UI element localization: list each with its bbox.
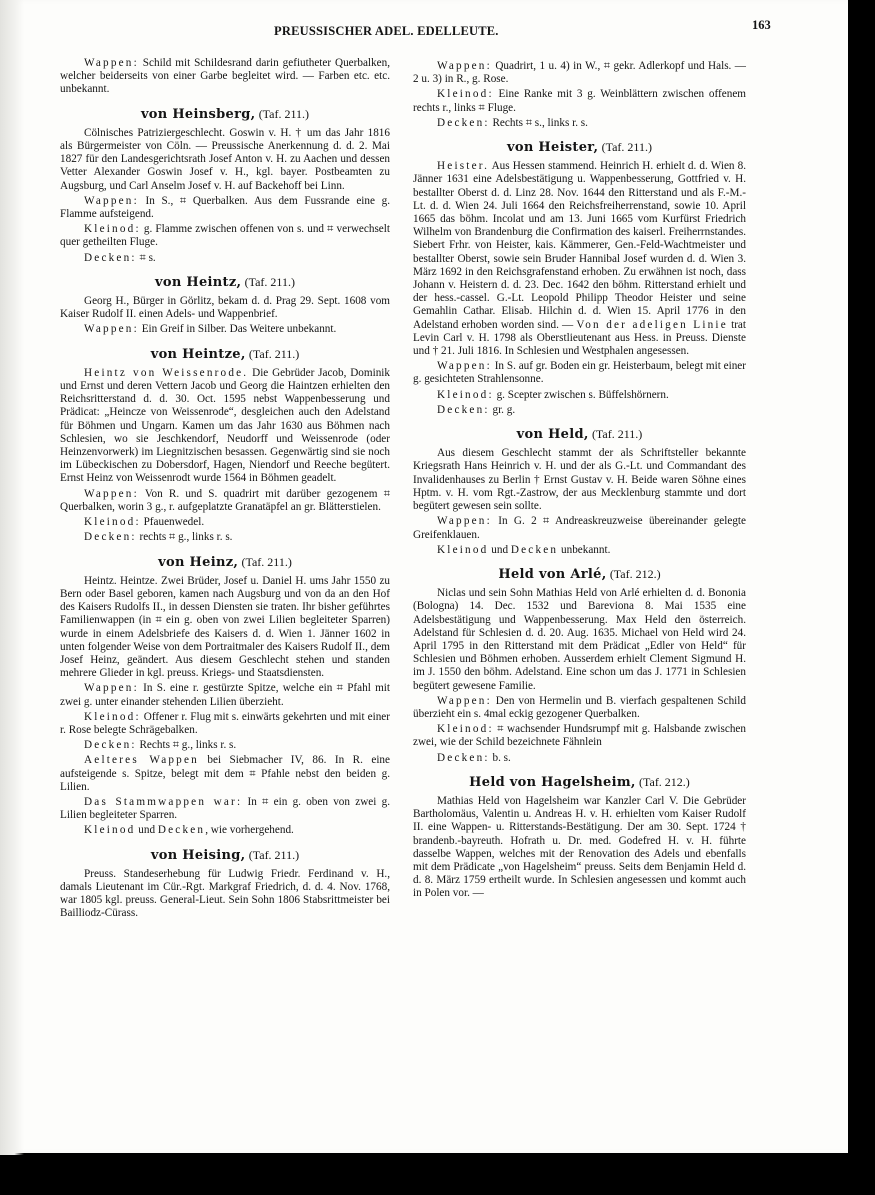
plate-reference: (Taf. 211.) [248, 847, 300, 862]
decken-paragraph: Decken: b. s. [437, 751, 511, 764]
page-binding-shadow [0, 0, 24, 1155]
entry-body: Heintz. Heintze. Zwei Brüder, Josef u. Daniel H. ums Jahr 1550 zu Bern oder Basel geboren, kamen nach Augsburg und von da an den Hof des Kaisers Rudolfs II., in dessen Diensten sie traten. Ihr bisher geführtes Familienwappen (in ⌗ ein g. oben von zwei Lilien begleiteter Sparren) wurde in einem Adelsbriefe des Kaisers d. d. Wien 1. Jänner 1602 in unten folgender Weise von dem Portraitmaler des Kaisers Rudolf II., dem Josef Heinz, geändert. Aus diesem Geschlecht stehen und standen mehrere Glieder in kgl. preuss. Kriegs- und Staatsdiensten. [60, 574, 390, 680]
entry-heading [413, 775, 746, 789]
wappen-paragraph: Wappen: Schild mit Schildesrand darin gefiutheter Querbalken, welcher beiderseits von einer Garbe begleitet wird. — Farben etc. etc. unbekannt. [60, 57, 390, 96]
plate-reference: (Taf. 211.) [248, 346, 300, 361]
plate-reference: (Taf. 211.) [244, 274, 295, 289]
entry-continuation-right [413, 60, 746, 130]
entry-heading [60, 107, 390, 121]
kleinod-decken-paragraph: Kleinod und Decken unbekannt. [437, 543, 611, 556]
entry-held-von-hagelsheim [413, 775, 746, 901]
entry-body: Heintz von Weissenrode. Die Gebrüder Jacob, Dominik und Ernst und deren Vettern Jacob und Georg die Haintzen erhielten den Reichsritterstand d. d. 30. Oct. 1595 nebst Wappenbesserung und Prädicat: „Heincze von Weissenrode“, desgleichen auch den Adelstand für Böhmen und Ungarn. Kamen um das Jahr 1630 aus Böhmen nach Schlesien, wo sie Jeschkendorf, Neudorff und Weissenrode (oder Heinzenvorwerk) im Liegnitzischen besassen. Gegenwärtig sind sie noch im Lübeckischen zu Dobersdorf, Hagen, Niendorf und Reeche begütert. Ernst Heinz von Weissenrodt wurde 1564 in Böhmen geadelt. [60, 366, 390, 485]
plate-reference: (Taf. 211.) [241, 554, 292, 569]
decken-paragraph: Decken: ⌗ s. [84, 251, 156, 264]
wappen-paragraph: Wappen: Ein Greif in Silber. Das Weitere unbekannt. [84, 323, 337, 336]
decken-paragraph: Decken: Rechts ⌗ g., links r. s. [84, 739, 237, 752]
entry-name: von Held, [516, 427, 589, 443]
wappen-paragraph: Wappen: Quadrirt, 1 u. 4) in W., ⌗ gekr. Adlerkopf und Hals. — 2 u. 3) in R., g. Rose. [413, 60, 746, 86]
entry-name: Held von Hagelsheim, [469, 774, 636, 790]
entry-heading [413, 567, 746, 581]
entry-body: Preuss. Standeserhebung für Ludwig Friedr. Ferdinand v. H., damals Lieutenant im Cür.-Rgt. Markgraf Friedrich, d. d. 4. Nov. 1768, war 1805 kgl. preuss. General-Lieut. Sein Sohn 1806 Stabsrittmeister bei Bailliodz-Cürass. [60, 867, 390, 920]
kleinod-paragraph: Kleinod: Offener r. Flug mit s. einwärts gekehrten und mit einer r. Rose belegte Schrägebalken. [60, 710, 390, 736]
entry-body: Cölnisches Patriziergeschlecht. Goswin v. H. † um das Jahr 1816 als Bürgermeister von Cöln. — Preussische Anerkennung d. d. 2. Mai 1827 für den Landesgerichtsrath Josef Anton v. H. zu Aachen und dessen Vetter Alexander Goswin Josef v. H., kgl. bayer. Postbeamten zu Augsburg, und Carl Anselm Josef v. H. auf Backehoff bei Linn. [60, 126, 390, 192]
kleinod-paragraph: Kleinod: Pfauenwedel. [84, 516, 205, 529]
wappen-paragraph: Wappen: In G. 2 ⌗ Andreaskreuzweise übereinander gelegte Greifenklauen. [413, 515, 746, 541]
wappen-paragraph: Wappen: In S. auf gr. Boden ein gr. Heisterbaum, belegt mit einer g. gesichteten Strahlensonne. [413, 360, 746, 386]
entry-von-heintz [60, 275, 390, 337]
entry-name: von Heising, [150, 847, 246, 863]
entry-body: Niclas und sein Sohn Mathias Held von Arlé erhielten d. d. Bononia (Bologna) 14. Dec. 1532 und Bareviona 8. Mai 1535 eine Adelsbestätigung und Wappenbesserung. Max Held den österreich. Adelstand für Schlesien d. d. 20. Aug. 1635. Michael von Held wird 24. April 1795 in den Ritterstand mit dem Prädicat „Edler von Held“ für Schlesien und Böhmen erhoben. Ausserdem erhielt Clement Sigmund H. im J. 1550 den böhm. Adelstand. Eine schon um das J. 1771 in Schlesien begütert gewesene Familie. [413, 587, 746, 692]
entry-name: von Heintz, [155, 274, 242, 290]
wappen-paragraph: Wappen: In S. eine r. gestürzte Spitze, welche ein ⌗ Pfahl mit zwei g. unter einander stehenden Lilien überzieht. [60, 682, 390, 708]
entry-heading [60, 848, 390, 862]
kleinod-paragraph: Kleinod: Eine Ranke mit 3 g. Weinblättern zwischen offenem rechts r., links ⌗ Fluge. [413, 88, 746, 114]
entry-von-heister [413, 140, 746, 417]
entry-body: Mathias Held von Hagelsheim war Kanzler Carl V. Die Gebrüder Bartholomäus, Valentin u. Andreas H. v. H. erhielten vom Kaiser Rudolf II. eine Wappen- u. Ritterstands-Bestätigung. Der am 30. Sept. 1724 † brandenb.-bayreuth. Hofrath u. Dr. med. Godefred H. v. H. führte dasselbe Wappen, welches mit der Renovation des Adels und ebenfalls mit dem Prädicate „von Hagelsheim“ preuss. Seits dem Benjamin Held d. d. 8. März 1759 ertheilt wurde. In Schlesien angesessen und kommt auch in Polen vor. — [413, 794, 746, 900]
entry-heading [60, 347, 390, 361]
entry-heading [413, 427, 746, 441]
decken-paragraph: Decken: gr. g. [437, 403, 516, 416]
kleinod-paragraph: Kleinod: g. Scepter zwischen s. Büffelshörnern. [437, 388, 669, 401]
entry-von-heinsberg [60, 107, 390, 265]
entry-held-von-arle [413, 567, 746, 765]
kleinod-paragraph: Kleinod: ⌗ wachsender Hundsrumpf mit g. Halsbande zwischen zwei, wie der Schild bezeichnete Fähnlein [413, 723, 746, 749]
left-column [60, 57, 390, 923]
running-header [0, 18, 848, 40]
entry-name: von Heister, [507, 140, 599, 156]
plate-reference: (Taf. 211.) [591, 427, 643, 442]
decken-paragraph: Decken: Rechts ⌗ s., links r. s. [437, 116, 588, 129]
plate-reference: (Taf. 212.) [639, 774, 690, 789]
entry-von-heising [60, 848, 390, 921]
wappen-paragraph: Wappen: Den von Hermelin und B. vierfach gespaltenen Schild überzieht ein s. 4mal eckig gezogener Querbalken. [413, 694, 746, 720]
entry-continuation-left [60, 57, 390, 97]
entry-name: von Heintze, [150, 346, 246, 362]
entry-heading [60, 275, 390, 289]
plate-reference: (Taf. 211.) [258, 106, 310, 121]
entry-heading [413, 140, 746, 154]
entry-name: von Heinsberg, [140, 106, 256, 122]
header-title: PREUSSISCHER ADEL. EDELLEUTE. [274, 24, 499, 38]
page-number: 163 [752, 18, 771, 32]
entry-von-heinz [60, 555, 390, 838]
wappen-paragraph: Wappen: In S., ⌗ Querbalken. Aus dem Fussrande eine g. Flamme aufsteigend. [60, 194, 390, 221]
entry-name: Held von Arlé, [498, 566, 607, 582]
right-column [413, 60, 746, 903]
wappen-paragraph: Wappen: Von R. und S. quadrirt mit darüber gezogenem ⌗ Querbalken, worin 3 g., r. aufgeplatzte Granatäpfel an gr. Blätterstielen. [60, 487, 390, 513]
entry-body: Aus diesem Geschlecht stammt der als Schriftsteller bekannte Kriegsrath Hans Heinrich v. H. und der als G.-Lt. und Commandant des Invalidenhauses zu Berlin † Ernst Gustav v. H. Beide waren Söhne eines Hptm. v. H. vom Rgt.-Zastrow, der aus Mecklenburg stammte und dort begütert gewesen sein sollte. [413, 447, 746, 513]
entry-von-heintze [60, 347, 390, 545]
kleinod-paragraph: Kleinod: g. Flamme zwischen offenen von s. und ⌗ verwechselt quer getheilten Fluge. [60, 223, 390, 249]
entry-name: von Heinz, [158, 554, 239, 570]
entry-body: Georg H., Bürger in Görlitz, bekam d. d. Prag 29. Sept. 1608 vom Kaiser Rudolf II. einen Adels- und Wappenbrief. [60, 295, 390, 321]
entry-body: Heister. Aus Hessen stammend. Heinrich H. erhielt d. d. Wien 8. Jänner 1631 eine Adelsbestätigung u. Wappenbesserung, Gottfried v. H. bestallter Oberst d. d. Linz 28. Nov. 1644 den Ritterstand und als F.-M.-Lt. d. d. Wien 24. Juli 1664 den Reichsfreiherrenstand, sowie 10. April 1665 das böhm. Incolat und am 13. Juni 1665 vom Kurfürst Friedrich Wilhelm von Brandenburg die Confirmation des kaiserl. Freiherrnstandes. Siebert Frhr. von Heister, kais. Kämmerer, Gen.-Feld-Wachtmeister und bestallter Oberst, sowie sein Bruder Hannibal Josef wurden d. d. Wien 3. März 1692 in den Reichsgrafenstand erhoben. Zu erwähnen ist noch, dass Johann v. Heistern d. d. 23. Dec. 1642 den böhm. Ritterstand erhielt und der hess.-cassel. G.-Lt. Leopold Philipp Theodor Heister und seine Gemahlin Cathar. Elisab. Hilchin d. d. Wien 15. April 1776 in den Adelstand erhoben worden sind. — Von der adeligen Linie trat Levin Carl v. H. 1798 als Oberstlieutenant aus Hess. in Preuss. Dienste und † 21. Juli 1816. In Schlesien und Westphalen angesessen. [413, 160, 746, 358]
entry-von-held [413, 427, 746, 557]
decken-paragraph: Decken: rechts ⌗ g., links r. s. [84, 531, 233, 544]
kleinod-decken-paragraph: Kleinod und Decken, wie vorhergehend. [84, 824, 294, 837]
plate-reference: (Taf. 211.) [601, 140, 652, 155]
plate-reference: (Taf. 212.) [609, 566, 661, 581]
aelteres-wappen-paragraph: Aelteres Wappen bei Siebmacher IV, 86. In R. eine aufsteigende s. Spitze, belegt mit dem ⌗ Pfahle nebst den beiden g. Lilien. [60, 754, 390, 793]
entry-heading [60, 555, 390, 569]
stammwappen-paragraph: Das Stammwappen war: In ⌗ ein g. oben von zwei g. Lilien begleiteter Sparren. [60, 795, 390, 822]
